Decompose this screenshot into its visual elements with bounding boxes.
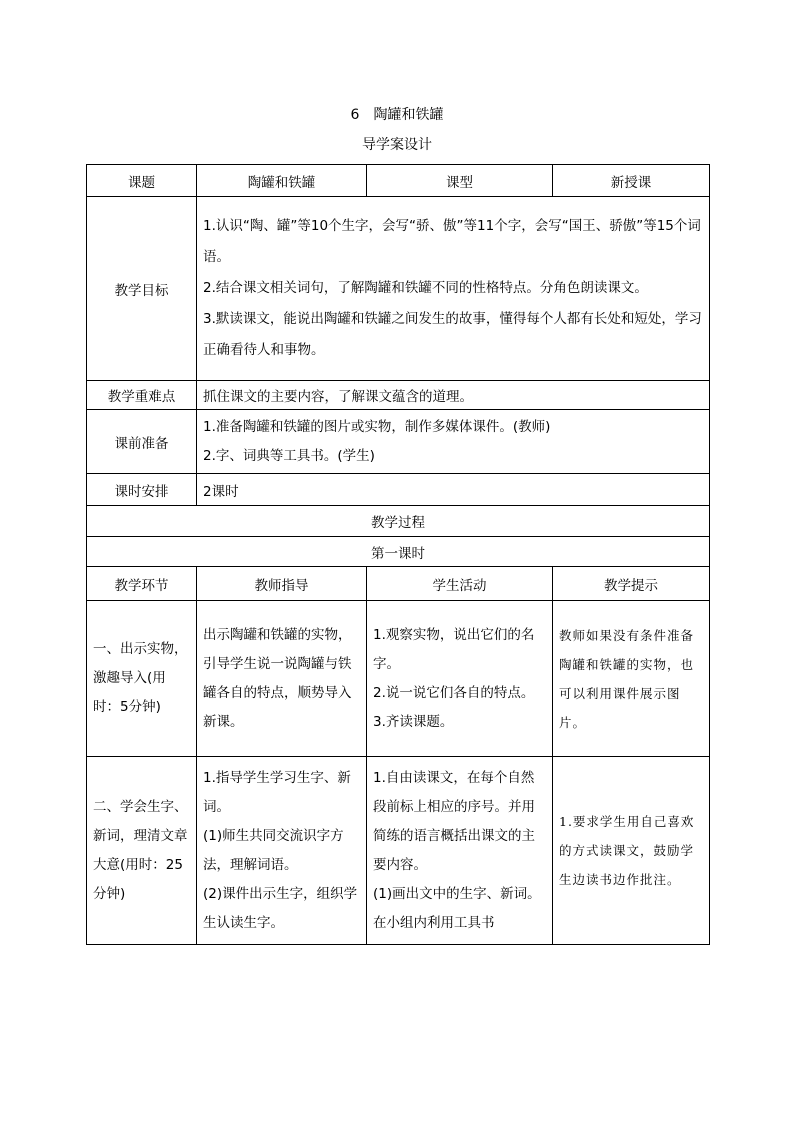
table-row: [87, 757, 710, 945]
key-value: 抓住课文的主要内容，了解课文蕴含的道理。: [197, 381, 710, 410]
prep-row: [87, 410, 710, 474]
stage-1: 一、出示实物，激趣导入(用时：5分钟): [87, 601, 197, 757]
goal-1: 1.认识“陶、罐”等10个生字，会写“骄、傲”等11个字，会写“国王、骄傲”等15个词语。: [203, 218, 701, 265]
label-key: 教学重难点: [87, 381, 197, 410]
teacher-1: 出示陶罐和铁罐的实物，引导学生说一说陶罐与铁罐各自的特点，顺势导入新课。: [197, 601, 367, 757]
teacher-2: 1.指导学生学习生字、新词。 (1)师生共同交流识字方法，理解词语。 (2)课件出示生字，组织学生认读生字。: [197, 757, 367, 945]
label-prep: 课前准备: [87, 410, 197, 474]
prep-cell: [197, 410, 710, 474]
header-tip: 教学提示: [553, 567, 710, 601]
goals-cell: [197, 197, 710, 381]
document-subtitle: 导学案设计: [362, 137, 432, 153]
goals-row: [87, 197, 710, 381]
prep-1: 1.准备陶罐和铁罐的图片或实物，制作多媒体课件。(教师): [203, 418, 551, 435]
tip-2: 1.要求学生用自己喜欢的方式读课文，鼓励学生边读书边作批注。: [553, 757, 710, 945]
hours-row: [87, 474, 710, 506]
topic-value: 陶罐和铁罐: [197, 165, 367, 197]
header-stage: 教学环节: [87, 567, 197, 601]
student-1: 1.观察实物，说出它们的名字。 2.说一说它们各自的特点。 3.齐读课题。: [367, 601, 553, 757]
lesson-row: [87, 537, 710, 567]
goal-2: 2.结合课文相关词句，了解陶罐和铁罐不同的性格特点。分角色朗读课文。: [203, 280, 648, 296]
header-teacher: 教师指导: [197, 567, 367, 601]
lesson-plan-table: [86, 164, 710, 945]
label-type: 课型: [367, 165, 553, 197]
label-goals: 教学目标: [87, 197, 197, 381]
table-row: [87, 601, 710, 757]
label-hours: 课时安排: [87, 474, 197, 506]
student-2: 1.自由读课文，在每个自然段前标上相应的序号。并用简练的语言概括出课文的主要内容。 (1)画出文中的生字、新词。在小组内利用工具书: [367, 757, 553, 945]
stage-2: 二、学会生字、新词，理清文章大意(用时：25分钟): [87, 757, 197, 945]
prep-2: 2.字、词典等工具书。(学生): [203, 447, 375, 464]
goal-3: 3.默读课文，能说出陶罐和铁罐之间发生的故事，懂得每个人都有长处和短处，学习正确看待人和事物。: [203, 311, 702, 358]
hours-value: 2课时: [197, 474, 710, 506]
key-row: [87, 381, 710, 410]
label-topic: 课题: [87, 165, 197, 197]
header-row: [87, 567, 710, 601]
header-student: 学生活动: [367, 567, 553, 601]
document-title: 6 陶罐和铁罐: [350, 107, 444, 123]
tip-1: 教师如果没有条件准备陶罐和铁罐的实物，也可以利用课件展示图片。: [553, 601, 710, 757]
topic-row: [87, 165, 710, 197]
process-heading: 教学过程: [87, 506, 710, 537]
process-row: [87, 506, 710, 537]
lesson-heading: 第一课时: [87, 537, 710, 567]
type-value: 新授课: [553, 165, 710, 197]
